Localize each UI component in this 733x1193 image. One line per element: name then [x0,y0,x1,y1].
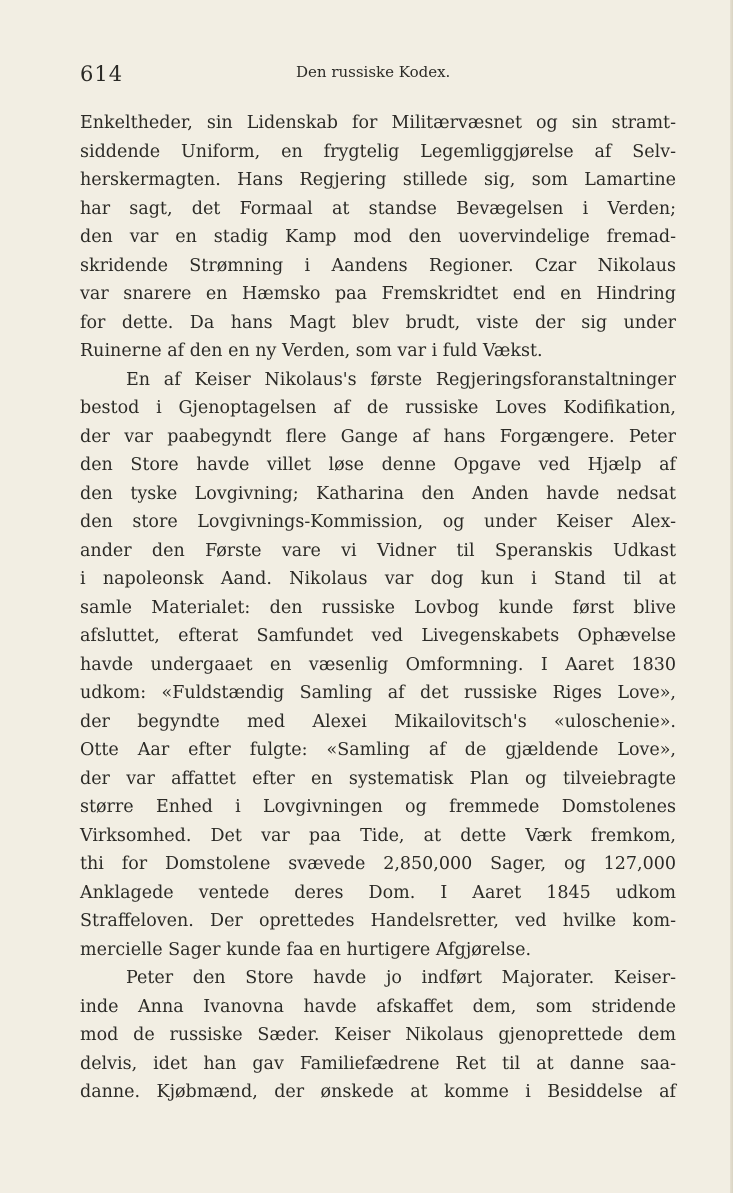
text-line: den store Lovgivnings-Kommission, og under Keiser Alex- [80,512,676,532]
text-line: En af Keiser Nikolaus's første Regjeringsforanstaltninger [126,369,676,390]
text-line: Virksomhed. Det var paa Tide, at dette Værk fremkom, [80,825,676,846]
text-line: større Enhed i Lovgivningen og fremmede Domstolenes [80,797,676,817]
text-line: den var en stadig Kamp mod den uovervindelige fremad- [80,227,676,247]
text-line: havde undergaaet en væsenlig Omformning. I Aaret 1830 [80,654,676,675]
text-line: inde Anna Ivanovna havde afskaffet dem, som stridende [80,996,676,1017]
text-line: Anklagede ventede deres Dom. I Aaret 1845 udkom [80,882,676,903]
text-line: mod de russiske Sæder. Keiser Nikolaus gjenoprettede dem [80,1025,676,1045]
text-line: siddende Uniform, en frygtelig Legemliggjørelse af Selv- [80,141,676,162]
page-header [80,60,680,88]
page-number: 614 [80,62,124,86]
text-line: den Store havde villet løse denne Opgave ved Hjælp af [80,455,676,475]
text-line: Enkeltheder, sin Lidenskab for Militærvæsnet og sin stramt- [80,113,676,133]
text-line: for dette. Da hans Magt blev brudt, viste der sig under [80,312,676,333]
text-line: der begyndte med Alexei Mikailovitsch's «uloschenie». [80,711,676,732]
text-line: danne. Kjøbmænd, der ønskede at komme i Besiddelse af [80,1082,676,1102]
text-line: der var paabegyndt flere Gange af hans Forgængere. Peter [80,426,676,447]
text-line: skridende Strømning i Aandens Regioner. Czar Nikolaus [80,255,676,276]
text-line: Ruinerne af den en ny Verden, som var i fuld Vækst. [80,341,543,361]
text-line: var snarere en Hæmsko paa Fremskridtet end en Hindring [80,284,676,304]
text-line: samle Materialet: den russiske Lovbog kunde først blive [80,597,676,618]
text-line: Peter den Store havde jo indført Majorater. Keiser- [126,968,676,988]
text-line: har sagt, det Formaal at standse Bevægelsen i Verden; [80,198,676,219]
text-line: mercielle Sager kunde faa en hurtigere Afgjørelse. [80,939,532,960]
text-line: herskermagten. Hans Regjering stillede sig, som Lamartine [80,170,676,190]
text-line: Straffeloven. Der oprettedes Handelsretter, ved hvilke kom- [80,911,676,931]
text-line: ander den Første vare vi Vidner til Speranskis Udkast [80,540,676,561]
text-line: delvis, idet han gav Familiefædrene Ret til at danne saa- [80,1053,676,1074]
text-line: afsluttet, efterat Samfundet ved Livegenskabets Ophævelse [80,626,676,646]
text-line: Otte Aar efter fulgte: «Samling af de gjældende Love», [80,740,676,760]
text-line: den tyske Lovgivning; Katharina den Anden havde nedsat [80,483,676,504]
text-line: udkom: «Fuldstændig Samling af det russiske Riges Love», [80,683,676,703]
text-line: i napoleonsk Aand. Nikolaus var dog kun i Stand til at [80,569,676,589]
running-head: Den russiske Kodex. [296,63,451,81]
body-text [80,109,676,1107]
text-line: thi for Domstolene svævede 2,850,000 Sager, og 127,000 [80,854,676,874]
text-line: bestod i Gjenoptagelsen af de russiske Loves Kodifikation, [80,398,676,418]
text-line: der var affattet efter en systematisk Plan og tilveiebragte [80,768,676,789]
